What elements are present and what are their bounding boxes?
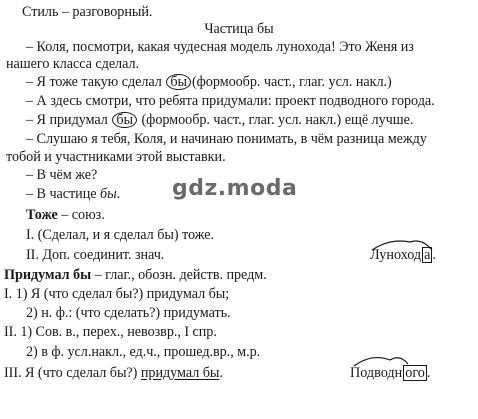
root-arc <box>370 238 450 252</box>
style-line: Стиль – разговорный. <box>22 4 153 20</box>
bold-word: Придумал бы <box>4 267 92 283</box>
text-line: – А здесь смотри, что ребята придумали: проект подводного города. <box>26 93 435 109</box>
text-span: III. Я (что сделал бы?) <box>4 365 141 381</box>
text-line: II. 1) Сов. в., перех., невозвр., I спр. <box>4 324 217 340</box>
text-span: . <box>116 186 121 202</box>
text-span: – Я придумал <box>26 112 112 128</box>
text-line: 2) в ф. усл.накл., ед.ч., прошед.вр., м.р. <box>26 344 261 360</box>
morpheme-root: Луноход <box>370 247 422 263</box>
morpheme-ending-box: ого <box>405 365 425 381</box>
text-span: – союз. <box>57 207 105 223</box>
text-line <box>26 73 392 91</box>
text-span: . <box>219 365 223 381</box>
text-line <box>26 185 120 203</box>
text-line: II. Доп. соединит. знач. <box>26 247 165 263</box>
watermark: gdz.moda <box>172 176 298 201</box>
text-line: I. 1) Я (что сделал бы?) придумал бы; <box>4 286 230 302</box>
italic-word: бы <box>100 186 117 202</box>
text-line: – В чём же? <box>26 167 98 183</box>
heading: Частица бы <box>204 21 274 37</box>
text-line: 2) н. ф.: (что сделать?) придумать. <box>26 305 231 321</box>
circled-particle: бы <box>166 74 191 90</box>
text-line: I. (Сделал, и я сделал бы) тоже. <box>26 227 214 243</box>
text-line: – Коля, посмотри, какая чудесная модель лунохода! Это Женя из <box>26 39 414 55</box>
morpheme-dot: . <box>426 365 431 381</box>
text-line <box>26 206 105 224</box>
circled-particle: бы <box>112 112 137 128</box>
text-line: нашего класса сделал. <box>6 56 139 72</box>
text-span: – Я тоже такую сделал <box>26 74 166 90</box>
root-arc <box>350 354 430 368</box>
underlined-predicate: придумал бы <box>140 365 220 381</box>
text-line <box>4 364 223 382</box>
text-line: – Слушаю я тебя, Коля, и начинаю понимать, в чём разница между <box>26 131 427 147</box>
text-line <box>4 266 267 284</box>
text-span: – глаг., обозн. действ. предм. <box>91 267 267 283</box>
morpheme-ending-box: а <box>424 247 431 263</box>
text-line <box>26 111 413 129</box>
text-span: (формообр. част., глаг. усл. накл.) ещё лучше. <box>138 112 414 128</box>
text-span: (формообр. част., глаг. усл. накл.) <box>191 74 392 90</box>
text-line: тобой и участниками этой выставки. <box>6 149 226 165</box>
text-span: – В частице <box>26 186 101 202</box>
morpheme-dot: . <box>432 247 437 263</box>
bold-word: Тоже <box>26 207 58 223</box>
morpheme-root: Подводн <box>350 365 403 381</box>
